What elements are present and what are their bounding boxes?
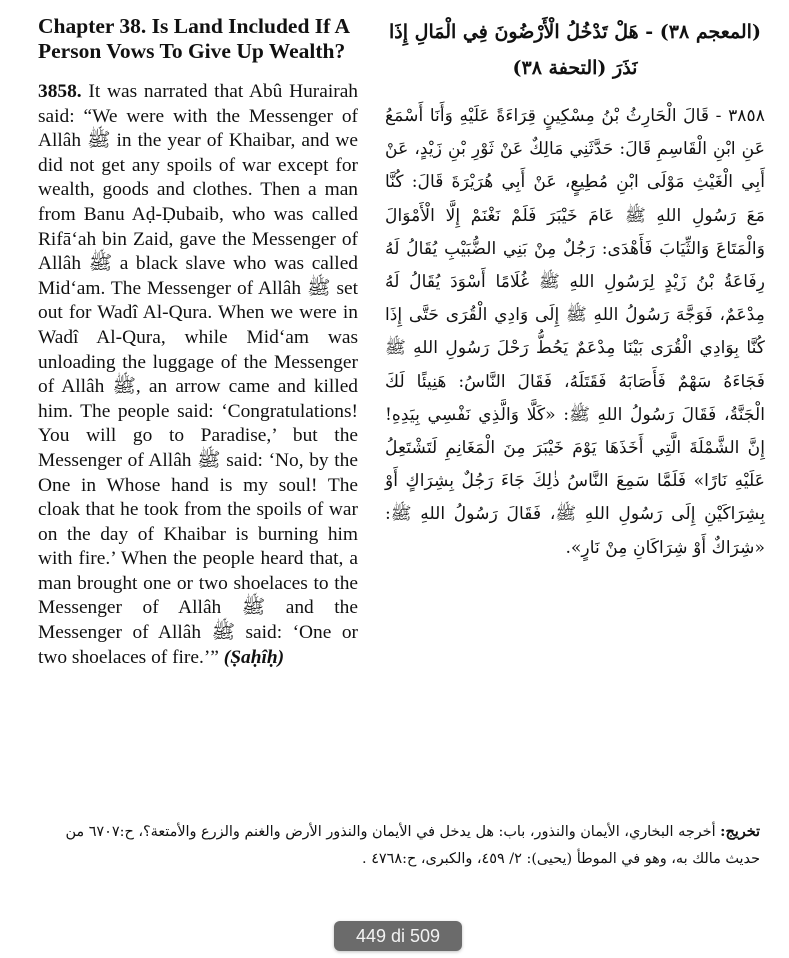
page-indicator: 449 di 509 xyxy=(334,921,462,951)
footnote-label: تخريج: xyxy=(720,823,760,840)
hadith-number: 3858. xyxy=(38,81,82,102)
hadith-grading: (Ṣaḥîḥ) xyxy=(223,646,285,668)
chapter-title-english: Chapter 38. Is Land Included If A Person Vows To Give Up Wealth? xyxy=(38,14,349,63)
english-column xyxy=(38,14,358,670)
hadith-english-text xyxy=(38,80,358,670)
arabic-column xyxy=(385,14,765,565)
hadith-english-body: It was narrated that Abû Hurairah said: “We were with the Messenger of Allâh ﷺ in the year of Khaibar, and we did not get any spoils of war except for wealth, goods and clothes. Then a man from Banu Aḍ-Ḍubaib, who was called Rifā‘ah bin Zaid, gave the Messenger of Allâh ﷺ a black slave who was called Mid‘am. The Messenger of Allâh ﷺ set out for Wadî Al-Qura. When we were in Wadî Al-Qura, while Mid‘am was unloading the luggage of the Messenger of Allâh ﷺ, an arrow came and killed him. The people said: ‘Congratulations! You will go to Paradise,’ but the Messenger of Allâh ﷺ said: ‘No, by the One in Whose hand is my soul! The cloak that he took from the spoils of war on the day of Khaibar is burning him with fire.’ When the people heard that, a man brought one or two shoelaces to the Messenger of Allâh ﷺ and the Messenger of Allâh ﷺ said: ‘One or two shoelaces of fire.’” xyxy=(38,81,359,668)
hadith-arabic-text: ٣٨٥٨ - قَالَ الْحَارِثُ بْنُ مِسْكِينٍ قِرَاءَةً عَلَيْهِ وَأَنَا أَسْمَعُ عَنِ ابْنِ الْقَاسِمِ قَالَ: حَدَّثَنِي مَالِكٌ عَنْ ثَوْرِ بْنِ زَيْدٍ، عَنْ أَبِي الْغَيْثِ مَوْلَى ابْنِ مُطِيعٍ، عَنْ أَبِي هُرَيْرَةَ قَالَ: كُنَّا مَعَ رَسُولِ اللهِ ﷺ عَامَ خَيْبَرَ فَلَمْ نَغْنَمْ إِلَّا الْأَمْوَالَ وَالْمَتَاعَ وَالثِّيَابَ فَأَهْدَى: رَجُلٌ مِنْ بَنِي الضُّبَيْبِ يُقَالُ لَهُ رِفَاعَةُ بْنُ زَيْدٍ لِرَسُولِ اللهِ ﷺ غُلَامًا أَسْوَدَ يُقَالُ لَهُ مِدْعَمٌ، فَوَجَّهَ رَسُولُ اللهِ ﷺ إِلَى وَادِي الْقُرَى حَتَّى إِذَا كُنَّا بِوَادِي الْقُرَى بَيْنَا مِدْعَمٌ يَحُطُّ رَحْلَ رَسُولِ اللهِ ﷺ فَجَاءَهُ سَهْمٌ فَأَصَابَهُ فَقَتَلَهُ، فَقَالَ النَّاسُ: هَنِيئًا لَكَ الْجَنَّةُ، فَقَالَ رَسُولُ اللهِ ﷺ: «كَلَّا وَالَّذِي نَفْسِي بِيَدِهِ! إِنَّ الشَّمْلَةَ الَّتِي أَخَذَهَا يَوْمَ خَيْبَرَ مِنَ الْمَغَانِمِ لَتَشْتَعِلُ عَلَيْهِ نَارًا» فَلَمَّا سَمِعَ النَّاسُ ذٰلِكَ جَاءَ رَجُلٌ بِشِرَاكٍ أَوْ بِشِرَاكَيْنِ إِلَى رَسُولِ اللهِ ﷺ، فَقَالَ رَسُولُ اللهِ ﷺ: «شِرَاكٌ أَوْ شِرَاكَانِ مِنْ نَارٍ». xyxy=(385,106,765,558)
takhrij-footnote xyxy=(38,818,760,873)
footnote-text: أخرجه البخاري، الأيمان والنذور، باب: هل يدخل في الأيمان والنذور الأرض والغنم والزرع والأمتعة؟، ح:٦٧٠٧ من حديث مالك به، وهو في الموطأ (يحيى): ٢/ ٤٥٩، والكبرى، ح:٤٧٦٨ . xyxy=(65,824,760,867)
chapter-heading-arabic: (المعجم ٣٨) - هَلْ تَدْخُلُ الْأَرْضُونَ فِي الْمَالِ إِذَا نَذَرَ (التحفة ٣٨) xyxy=(389,21,761,79)
